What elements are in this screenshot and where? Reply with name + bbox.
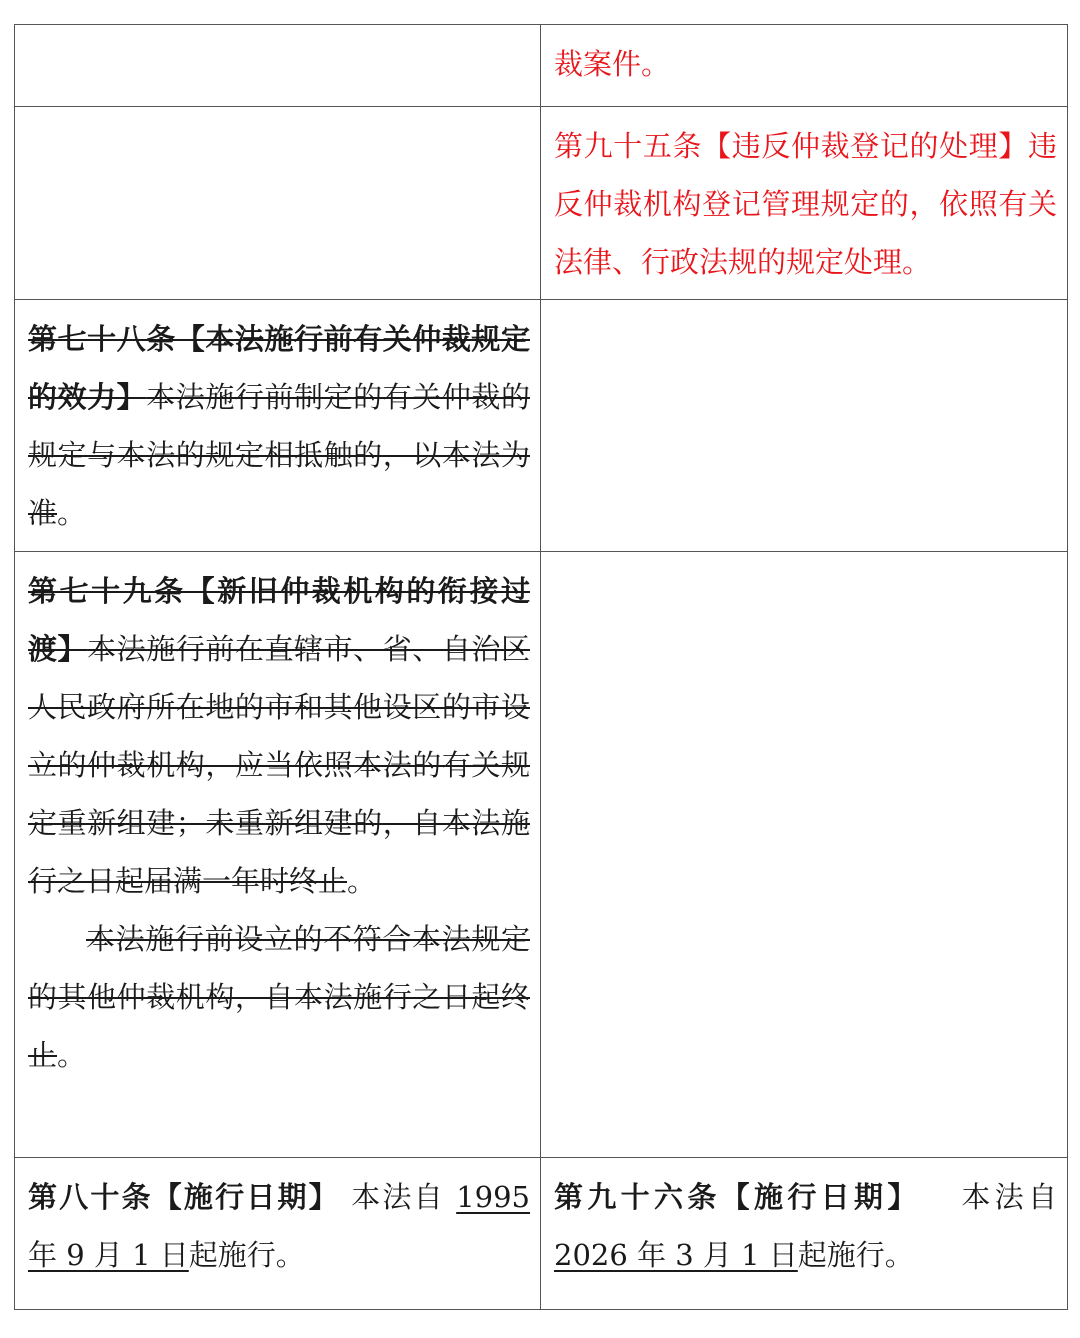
article-80-lead: 本法自 [351,1180,445,1214]
continuation-text: 裁案件。 [554,47,671,81]
cell-new-continuation [541,25,1068,107]
article-79-para-2-end: 。 [57,1038,87,1072]
cell-old-empty [15,107,541,300]
article-80-heading: 第八十条【施行日期】 [28,1180,340,1214]
table-row [15,552,1068,1158]
table-row [15,300,1068,552]
article-79-para-1 [28,562,530,910]
cell-article-96 [541,1158,1068,1310]
article-80-tail: 起施行。 [188,1238,305,1272]
table-row [15,25,1068,107]
article-79-para-2-body: 本法施行前设立的不符合本法规定的其他仲裁机构，自本法施行之日起终止 [28,922,530,1072]
cell-article-79 [15,552,541,1158]
article-96-lead: 本法自 [961,1180,1057,1214]
table-row [15,107,1068,300]
table-row [15,1158,1068,1310]
article-79-para-2 [28,910,530,1084]
article-78-body: 本法施行前制定的有关仲裁的规定与本法的规定相抵触的，以本法为准 [28,380,530,530]
article-95-heading: 第九十五条【违反仲裁登记的处理】 [554,129,1028,163]
article-79-end: 。 [347,864,377,898]
cell-old-empty [15,25,541,107]
article-79-body: 本法施行前在直辖市、省、自治区人民政府所在地的市和其他设区的市设立的仲裁机构，应当依照本法的有关规定重新组建；未重新组建的，自本法施行之日起届满一年时终止 [28,632,530,898]
cell-new-empty [541,552,1068,1158]
article-96-heading: 第九十六条【施行日期】 [554,1180,921,1214]
article-96-date: 2026 年 3 月 1 日 [554,1238,798,1272]
article-80-date: 1995 年 9 月 1 日 [28,1180,530,1272]
article-79-heading: 第七十九条【新旧仲裁机构的衔接过渡】 [28,574,530,666]
article-78-end: 。 [57,496,87,530]
article-96-tail: 起施行。 [797,1238,914,1272]
cell-article-78 [15,300,541,552]
article-78-heading: 第七十八条【本法施行前有关仲裁规定的效力】 [28,322,530,414]
article-95-body: 违反仲裁机构登记管理规定的，依照有关法律、行政法规的规定处理。 [554,129,1057,279]
comparison-table [14,24,1068,1310]
cell-article-95 [541,107,1068,300]
cell-article-80 [15,1158,541,1310]
cell-new-empty [541,300,1068,552]
